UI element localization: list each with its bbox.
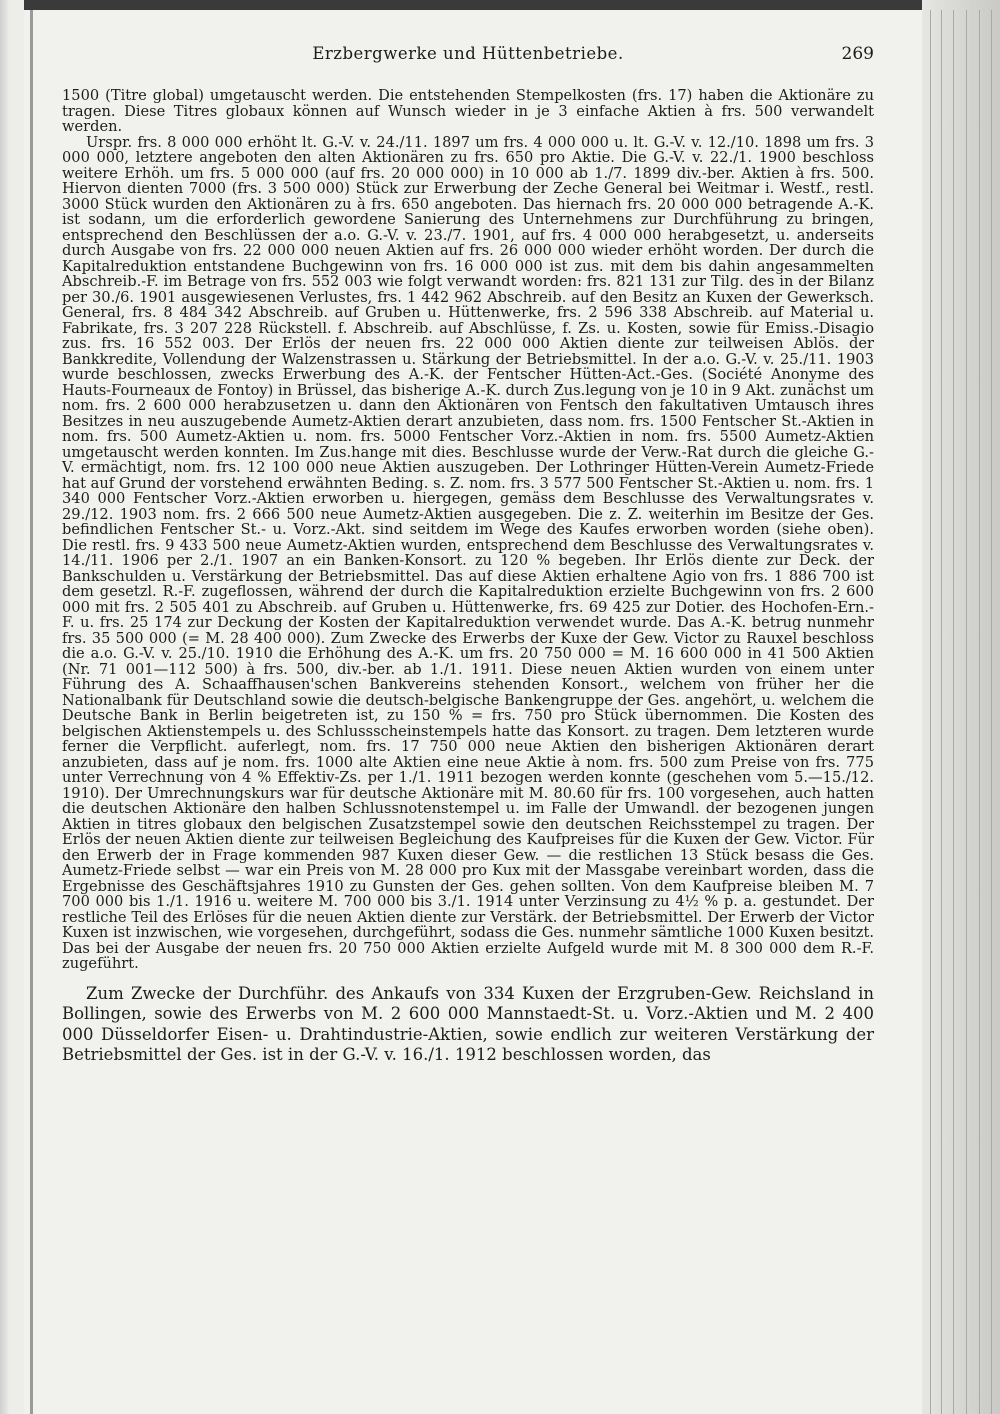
running-header [62, 44, 874, 74]
body-text [62, 88, 874, 1066]
scan-right-edge [922, 0, 1000, 1414]
page-number: 269 [841, 44, 874, 64]
page-content [62, 44, 874, 1066]
page-heading: Erzbergwerke und Hüttenbetriebe. [312, 44, 624, 63]
scan-top-strip [0, 0, 1000, 10]
paragraph: Zum Zwecke der Durchführ. des Ankaufs von 334 Kuxen der Erzgruben-Gew. Reichsland in Bollingen, sowie des Erwerbs von M. 2 600 000 Mannstaedt-St. u. Vorz.-Aktien und M. 2 400 000 Düsseldorfer Eisen- u. Drahtindustrie-Aktien, sowie endlich zur weiteren Verstärkung der Betriebsmittel der Ges. ist in der G.-V. v. 16./1. 1912 beschlossen worden, das [62, 983, 874, 1064]
scan-left-margin [0, 0, 24, 1414]
paragraph: Urspr. frs. 8 000 000 erhöht lt. G.-V. v. 24./11. 1897 um frs. 4 000 000 u. lt. G.-V. v. 12./10. 1898 um frs. 3 000 000, letztere angeboten den alten Aktionären zu frs. 650 pro Aktie. Die G.-V. v. 22./1. 1900 beschloss weitere Erhöh. um frs. 5 000 000 (auf frs. 20 000 000) in 10 000 ab 1./7. 1899 div.-ber. Aktien à frs. 500. Hiervon dienten 7000 (frs. 3 500 000) Stück zur Erwerbung der Zeche General bei Weitmar i. Westf., restl. 3000 Stück wurden den Aktionären zu à frs. 650 angeboten. Das hiernach frs. 20 000 000 betragende A.-K. ist sodann, um die erforderlich gewordene Sanierung des Unternehmens zur Durchführung zu bringen, entsprechend den Beschlüssen der a.o. G.-V. v. 23./7. 1901, auf frs. 4 000 000 herabgesetzt, u. anderseits durch Ausgabe von frs. 22 000 000 neuen Aktien auf frs. 26 000 000 wieder erhöht worden. Der durch die Kapitalreduktion entstandene Buchgewinn von frs. 16 000 000 ist zus. mit dem bis dahin angesammelten Abschreib.-F. im Betrage von frs. 552 003 wie folgt verwandt worden: frs. 821 131 zur Tilg. des in der Bilanz per 30./6. 1901 ausgewiesenen Verlustes, frs. 1 442 962 Abschreib. auf den Besitz an Kuxen der Gewerksch. General, frs. 8 484 342 Abschreib. auf Gruben u. Hüttenwerke, frs. 2 596 338 Abschreib. auf Material u. Fabrikate, frs. 3 207 228 Rückstell. f. Abschreib. auf Abschlüsse, f. Zs. u. Kosten, sowie für Emiss.-Disagio zus. frs. 16 552 003. Der Erlös der neuen frs. 22 000 000 Aktien diente zur teilweisen Ablös. der Bankkredite, Vollendung der Walzenstrassen u. Stärkung der Betriebsmittel. In der a.o. G.-V. v. 25./11. 1903 wurde beschlossen, zwecks Erwerbung des A.-K. der Fentscher Hütten-Act.-Ges. (Société Anonyme des Hauts-Fourneaux de Fontoy) in Brüssel, das bisherige A.-K. durch Zus.legung von je 10 in 9 Akt. zunächst um nom. frs. 2 600 000 herabzusetzen u. dann den Aktionären von Fentsch den fakultativen Umtausch ihres Besitzes in neu auszugebende Aumetz-Aktien derart anzubieten, dass nom. frs. 1500 Fentscher St.-Aktien in nom. frs. 500 Aumetz-Aktien u. nom. frs. 5000 Fentscher Vorz.-Aktien in nom. frs. 5500 Aumetz-Aktien umgetauscht werden konnten. Im Zus.hange mit dies. Beschlusse wurde der Verw.-Rat durch die gleiche G.-V. ermächtigt, nom. frs. 12 100 000 neue Aktien auszugeben. Der Lothringer Hütten-Verein Aumetz-Friede hat auf Grund der vorstehend erwähnten Beding. s. Z. nom. frs. 3 577 500 Fentscher St.-Aktien u. nom. frs. 1 340 000 Fentscher Vorz.-Aktien erworben u. hiergegen, gemäss dem Beschlusse des Verwaltungsrates v. 29./12. 1903 nom. frs. 2 666 500 neue Aumetz-Aktien ausgegeben. Die z. Z. weiterhin im Besitze der Ges. befindlichen Fentscher St.- u. Vorz.-Akt. sind seitdem im Wege des Kaufes erworben worden (siehe oben). Die restl. frs. 9 433 500 neue Aumetz-Aktien wurden, entsprechend dem Beschlusse des Verwaltungsrates v. 14./11. 1906 per 2./1. 1907 an ein Banken-Konsort. zu 120 % begeben. Ihr Erlös diente zur Deck. der Bankschulden u. Verstärkung der Betriebsmittel. Das auf diese Aktien erhaltene Agio von frs. 1 886 700 ist dem gesetzl. R.-F. zugeflossen, während der durch die Kapitalreduktion erzielte Buchgewinn von frs. 2 600 000 mit frs. 2 505 401 zu Abschreib. auf Gruben u. Hüttenwerke, frs. 69 425 zur Dotier. des Hochofen-Ern.-F. u. frs. 25 174 zur Deckung der Kosten der Kapitalreduktion verwendet wurde. Das A.-K. betrug nunmehr frs. 35 500 000 (= M. 28 400 000). Zum Zwecke des Erwerbs der Kuxe der Gew. Victor zu Rauxel beschloss die a.o. G.-V. v. 25./10. 1910 die Erhöhung des A.-K. um frs. 20 750 000 = M. 16 600 000 in 41 500 Aktien (Nr. 71 001—112 500) à frs. 500, div.-ber. ab 1./1. 1911. Diese neuen Aktien wurden von einem unter Führung des A. Schaaffhausen'schen Bankvereins stehenden Konsort., welchem von früher her die Nationalbank für Deutschland sowie die deutsch-belgische Bankengruppe der Ges. angehört, u. welchem die Deutsche Bank in Berlin beigetreten ist, zu 150 % = frs. 750 pro Stück übernommen. Die Kosten des belgischen Aktienstempels u. des Schlussscheinstempels hatte das Konsort. zu tragen. Dem letzteren wurde ferner die Verpflicht. auferlegt, nom. frs. 17 750 000 neue Aktien den bisherigen Aktionären derart anzubieten, dass auf je nom. frs. 1000 alte Aktien eine neue Aktie à nom. frs. 500 zum Preise von frs. 775 unter Verrechnung von 4 % Effektiv-Zs. per 1./1. 1911 bezogen werden konnte (geschehen vom 5.—15./12. 1910). Der Umrechnungskurs war für deutsche Aktionäre mit M. 80.60 für frs. 100 vorgesehen, auch hatten die deutschen Aktionäre den halben Schlussnotenstempel u. im Falle der Umwandl. der bezogenen jungen Aktien in titres globaux den belgischen Zusatzstempel sowie den deutschen Reichsstempel zu tragen. Der Erlös der neuen Aktien diente zur teilweisen Begleichung des Kaufpreises für die Kuxen der Gew. Victor. Für den Erwerb der in Frage kommenden 987 Kuxen dieser Gew. — die restlichen 13 Stück besass die Ges. Aumetz-Friede selbst — war ein Preis von M. 28 000 pro Kux mit der Massgabe vereinbart worden, dass die Ergebnisse des Geschäftsjahres 1910 zu Gunsten der Ges. gehen sollten. Von dem Kaufpreise bleiben M. 7 700 000 bis 1./1. 1916 u. weitere M. 700 000 bis 3./1. 1914 unter Verzinsung zu 4½ % p. a. gestundet. Der restliche Teil des Erlöses für die neuen Aktien diente zur Verstärk. der Betriebsmittel. Der Erwerb der Victor Kuxen ist inzwischen, wie vorgesehen, durchgeführt, sodass die Ges. nunmehr sämtliche 1000 Kuxen besitzt. Das bei der Ausgabe der neuen frs. 20 750 000 Aktien erzielte Aufgeld wurde mit M. 8 300 000 dem R.-F. zugeführt. [62, 133, 874, 972]
paragraph: 1500 (Titre global) umgetauscht werden. Die entstehenden Stempelkosten (frs. 17) haben die Aktionäre zu tragen. Diese Titres globaux können auf Wunsch wieder in je 3 einfache Aktien à frs. 500 verwandelt werden. [62, 87, 874, 135]
binding-shadow [30, 10, 33, 1414]
